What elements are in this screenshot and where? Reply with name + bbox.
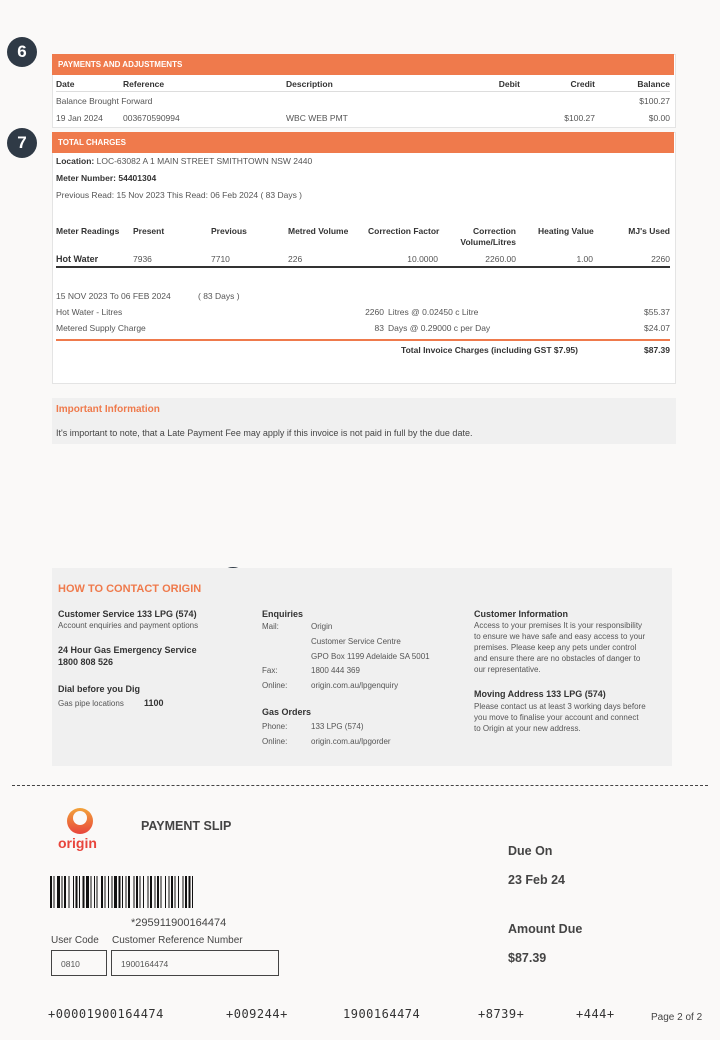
customer-info-line: and ensure there are no obstacles of danger to xyxy=(474,654,641,663)
customer-info-line: premises. Please keep any pets under control xyxy=(474,643,637,652)
payment-slip-title: PAYMENT SLIP xyxy=(141,819,232,833)
moving-line: Please contact us at least 3 working days before xyxy=(474,702,646,711)
enquiries-title: Enquiries xyxy=(262,609,304,619)
micr-code: +009244+ xyxy=(226,1007,288,1021)
payments-header-bar: PAYMENTS AND ADJUSTMENTS xyxy=(52,54,674,75)
online-label: Online: xyxy=(262,681,288,690)
micr-code: 1900164474 xyxy=(343,1007,421,1021)
phone-label: Phone: xyxy=(262,722,288,731)
due-label: Due On xyxy=(508,844,553,858)
dig-number: 1100 xyxy=(144,698,164,708)
location-label: Location: xyxy=(56,156,95,166)
payment-reference: 003670590994 xyxy=(123,113,180,123)
micr-code: +8739+ xyxy=(478,1007,525,1021)
payment-date: 19 Jan 2024 xyxy=(56,113,103,123)
col-correction-volume-2: Volume/Litres xyxy=(460,237,516,247)
gas-orders-title: Gas Orders xyxy=(262,707,312,717)
hot-water-mj: 2260 xyxy=(651,254,670,264)
mail-line-3: GPO Box 1199 Adelaide SA 5001 xyxy=(311,652,430,661)
location-value: LOC-63082 A 1 MAIN STREET SMITHTOWN NSW 2440 xyxy=(96,156,313,166)
emergency-title: 24 Hour Gas Emergency Service xyxy=(58,645,197,655)
meter-label: Meter Number: xyxy=(56,173,116,183)
mail-line-2: Customer Service Centre xyxy=(311,637,401,646)
page-number: Page 2 of 2 xyxy=(651,1012,703,1023)
hot-water-present: 7936 xyxy=(133,254,152,264)
col-debit: Debit xyxy=(498,79,520,89)
hot-water-metred: 226 xyxy=(288,254,303,264)
col-metred-volume: Metred Volume xyxy=(288,226,349,236)
customer-info-title: Customer Information xyxy=(474,609,569,619)
line-hot-water-qty: 2260 xyxy=(365,307,384,317)
crn-value: 1900164474 xyxy=(121,959,169,969)
dig-label: Gas pipe locations xyxy=(58,699,124,708)
billing-period: 15 NOV 2023 To 06 FEB 2024 xyxy=(56,291,171,301)
crn-label: Customer Reference Number xyxy=(112,935,243,946)
total-label: Total Invoice Charges (including GST $7.95) xyxy=(401,345,578,355)
payment-description: WBC WEB PMT xyxy=(286,113,348,123)
micr-code: +00001900164474 xyxy=(48,1007,164,1021)
col-correction-volume-1: Correction xyxy=(473,226,516,236)
mail-line-1: Origin xyxy=(311,622,333,631)
mail-label: Mail: xyxy=(262,622,279,631)
line-supply-desc: Days @ 0.29000 c per Day xyxy=(388,323,491,333)
line-supply-amount: $24.07 xyxy=(644,323,670,333)
hot-water-cf: 10.0000 xyxy=(407,254,438,264)
tear-line xyxy=(12,785,708,786)
location-line xyxy=(56,156,312,166)
col-description: Description xyxy=(286,79,333,89)
col-reference: Reference xyxy=(123,79,165,89)
online2-label: Online: xyxy=(262,737,288,746)
line-supply-label: Metered Supply Charge xyxy=(56,323,146,333)
phone-number: 133 LPG (574) xyxy=(311,722,364,731)
col-mj-used: MJ's Used xyxy=(628,226,670,236)
col-date: Date xyxy=(56,79,75,89)
customer-service-sub: Account enquiries and payment options xyxy=(58,621,199,630)
section-7-badge: 7 xyxy=(7,128,37,158)
customer-info-line: Access to your premises It is your responsibility xyxy=(474,621,643,630)
total-divider xyxy=(56,339,670,341)
important-text: It's important to note, that a Late Payment Fee may apply if this invoice is not paid in full by the due date. xyxy=(56,428,473,438)
important-title: Important Information xyxy=(56,404,160,415)
moving-title: Moving Address 133 LPG (574) xyxy=(474,689,606,699)
meter-table-divider xyxy=(56,266,670,268)
col-heating-value: Heating Value xyxy=(538,226,594,236)
read-info: Previous Read: 15 Nov 2023 This Read: 06 Feb 2024 ( 83 Days ) xyxy=(56,190,303,200)
contact-title: HOW TO CONTACT ORIGIN xyxy=(58,583,202,595)
order-link[interactable]: origin.com.au/lpgorder xyxy=(311,737,391,746)
amount-due-label: Amount Due xyxy=(508,922,583,936)
customer-info-line: our representative. xyxy=(474,665,541,674)
line-hot-water-amount: $55.37 xyxy=(644,307,670,317)
balance-forward-value: $100.27 xyxy=(639,96,670,106)
col-meter-readings: Meter Readings xyxy=(56,226,120,236)
hot-water-hv: 1.00 xyxy=(576,254,593,264)
meter-line xyxy=(56,173,156,183)
fax-label: Fax: xyxy=(262,666,278,675)
line-hot-water-desc: Litres @ 0.02450 c Litre xyxy=(388,307,479,317)
payments-header-divider xyxy=(56,91,670,92)
charges-header-bar: TOTAL CHARGES xyxy=(52,132,674,153)
origin-logo-text: origin xyxy=(58,835,97,851)
barcode-icon xyxy=(50,876,286,908)
line-hot-water-label: Hot Water - Litres xyxy=(56,307,123,317)
col-balance: Balance xyxy=(637,79,670,89)
col-present: Present xyxy=(133,226,165,236)
hot-water-label: Hot Water xyxy=(56,254,99,264)
hot-water-previous: 7710 xyxy=(211,254,230,264)
barcode-text: *295911900164474 xyxy=(131,917,227,929)
section-6-badge: 6 xyxy=(7,37,37,67)
line-supply-qty: 83 xyxy=(374,323,384,333)
micr-code: +444+ xyxy=(576,1007,615,1021)
payment-credit: $100.27 xyxy=(564,113,595,123)
user-code-label: User Code xyxy=(51,935,99,946)
enquiry-link[interactable]: origin.com.au/lpgenquiry xyxy=(311,681,399,690)
amount-due-value: $87.39 xyxy=(508,951,547,965)
col-correction-factor: Correction Factor xyxy=(368,226,440,236)
origin-logo-icon xyxy=(62,805,98,837)
dig-title: Dial before you Dig xyxy=(58,684,141,694)
total-amount: $87.39 xyxy=(644,345,670,355)
meter-number: 54401304 xyxy=(118,173,157,183)
customer-service-title: Customer Service 133 LPG (574) xyxy=(58,609,197,619)
payment-balance: $0.00 xyxy=(648,113,670,123)
fax-number: 1800 444 369 xyxy=(311,666,360,675)
hot-water-cv: 2260.00 xyxy=(485,254,516,264)
emergency-number: 1800 808 526 xyxy=(58,657,114,667)
user-code-value: 0810 xyxy=(61,959,80,969)
col-previous: Previous xyxy=(211,226,247,236)
due-date: 23 Feb 24 xyxy=(508,873,565,887)
moving-line: to Origin at your new address. xyxy=(474,724,581,733)
customer-info-line: to ensure we have safe and easy access to your xyxy=(474,632,646,641)
balance-forward-label: Balance Brought Forward xyxy=(56,96,153,106)
billing-period-days: ( 83 Days ) xyxy=(198,291,240,301)
col-credit: Credit xyxy=(570,79,595,89)
moving-line: you move to finalise your account and connect xyxy=(474,713,639,722)
